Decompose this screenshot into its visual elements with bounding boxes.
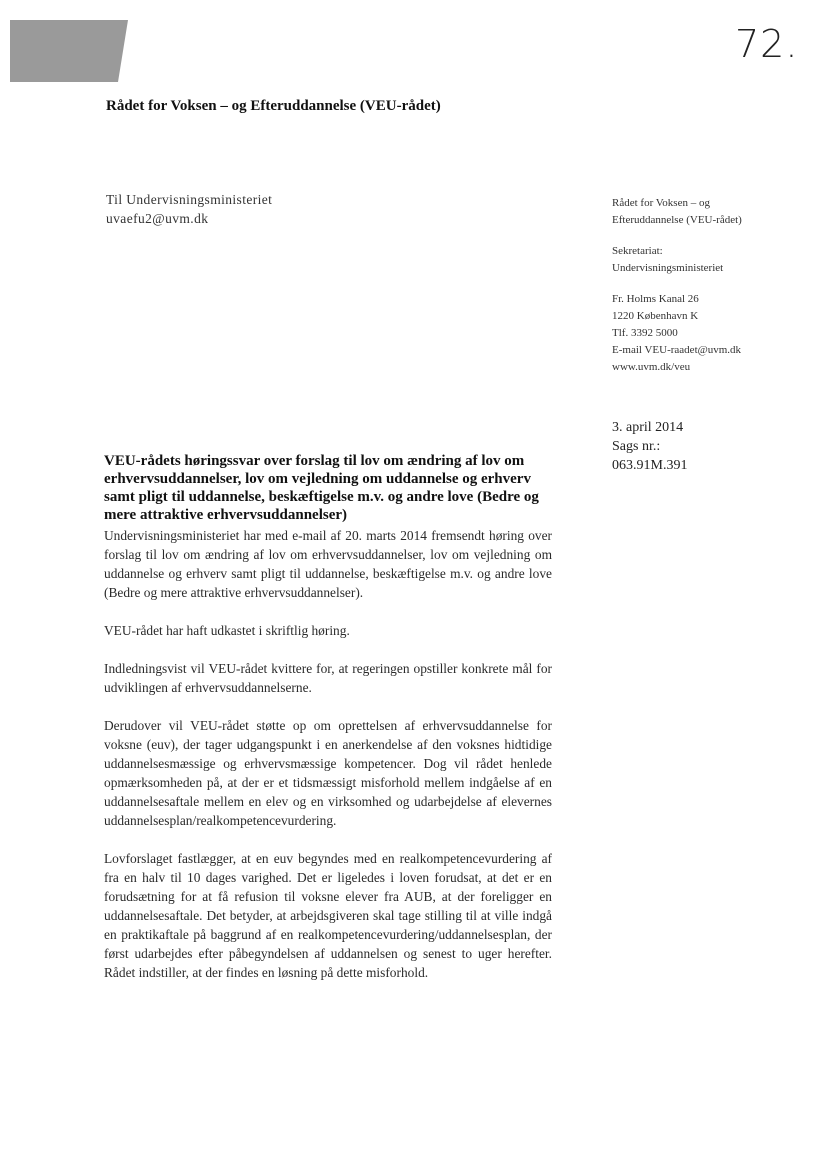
contact-block: [612, 291, 812, 376]
handwritten-page-number: 72.: [735, 22, 799, 66]
letter-headline: VEU-rådets høringssvar over forslag til lov om ændring af lov om erhvervsuddannelser, lov om vejledning om uddannelse og erhverv samt pligt til uddannelse, beskæftigelse m.v. og andre love (Bedre og mere attraktive erhvervsuddannelser): [104, 453, 539, 523]
case-label: Sags nr.:: [612, 439, 661, 454]
contact-address: Fr. Holms Kanal 26: [612, 293, 699, 305]
secretariat-label: Sekretariat:: [612, 245, 663, 257]
scan-corner-mark: [10, 20, 128, 82]
letter-date: 3. april 2014: [612, 420, 684, 435]
case-number: 063.91M.391: [612, 458, 688, 473]
secretariat-block: [612, 243, 812, 277]
recipient-email: uvaefu2@uvm.dk: [106, 211, 209, 226]
recipient-line: Til Undervisningsministeriet: [106, 192, 273, 207]
date-block: [612, 418, 687, 475]
contact-phone: Tlf. 3392 5000: [612, 327, 678, 339]
sender-line: Efteruddannelse (VEU-rådet): [612, 214, 742, 226]
contact-city: 1220 København K: [612, 310, 699, 322]
recipient-block: [106, 190, 272, 228]
body-paragraph: Lovforslaget fastlægger, at en euv begyndes med en realkompetencevurdering af fra en halv til 10 dages varighed. Det er ligeledes i loven forudsat, at det er en forudsætning for at få refusion til voksne elever fra AUB, at der foreligger en uddannelsesaftale. Det betyder, at arbejdsgiveren skal tage stilling til at ville indgå en praktikaftale på baggrund af en realkompetencevurdering/uddannelsesplan, der først udarbejdes efter påbegyndelsen af uddannelsen og senest to uger herefter. Rådet indstiller, at der findes en løsning på dette misforhold.: [104, 851, 552, 980]
council-name: Rådet for Voksen – og Efteruddannelse (VEU-rådet): [106, 98, 441, 114]
sender-sidebar: [612, 195, 812, 390]
body-paragraph: VEU-rådet har haft udkastet i skriftlig høring.: [104, 623, 350, 638]
contact-email: E-mail VEU-raadet@uvm.dk: [612, 344, 742, 356]
body-paragraph: Undervisningsministeriet har med e-mail af 20. marts 2014 fremsendt høring over forslag til lov om ændring af lov om erhvervsuddannelser, lov om vejledning om uddannelse og erhverv samt pligt til uddannelse, beskæftigelse m.v. og andre love (Bedre og mere attraktive erhvervsuddannelser).: [104, 528, 552, 600]
contact-website: www.uvm.dk/veu: [612, 361, 691, 373]
body-paragraph: Indledningsvist vil VEU-rådet kvittere for, at regeringen opstiller konkrete mål for udviklingen af erhvervsuddannelserne.: [104, 661, 552, 695]
sender-line: Rådet for Voksen – og: [612, 197, 710, 209]
secretariat-name: Undervisningsministeriet: [612, 262, 724, 274]
sender-block: [612, 195, 812, 229]
letter-body: [104, 452, 552, 1001]
body-paragraph: Derudover vil VEU-rådet støtte op om oprettelsen af erhvervsuddannelse for voksne (euv), der tager udgangspunkt i en anerkendelse af den voksnes hidtidige uddannelsesmæssige og erhvervsmæssige kompetencer. Dog vil rådet henlede opmærksomheden på, at der er et tidsmæssigt misforhold mellem indgåelse af en uddannelsesaftale mellem en elev og en virksomhed og udarbejdelse af elevernes uddannelsesplan/realkompetencevurdering.: [104, 718, 552, 828]
